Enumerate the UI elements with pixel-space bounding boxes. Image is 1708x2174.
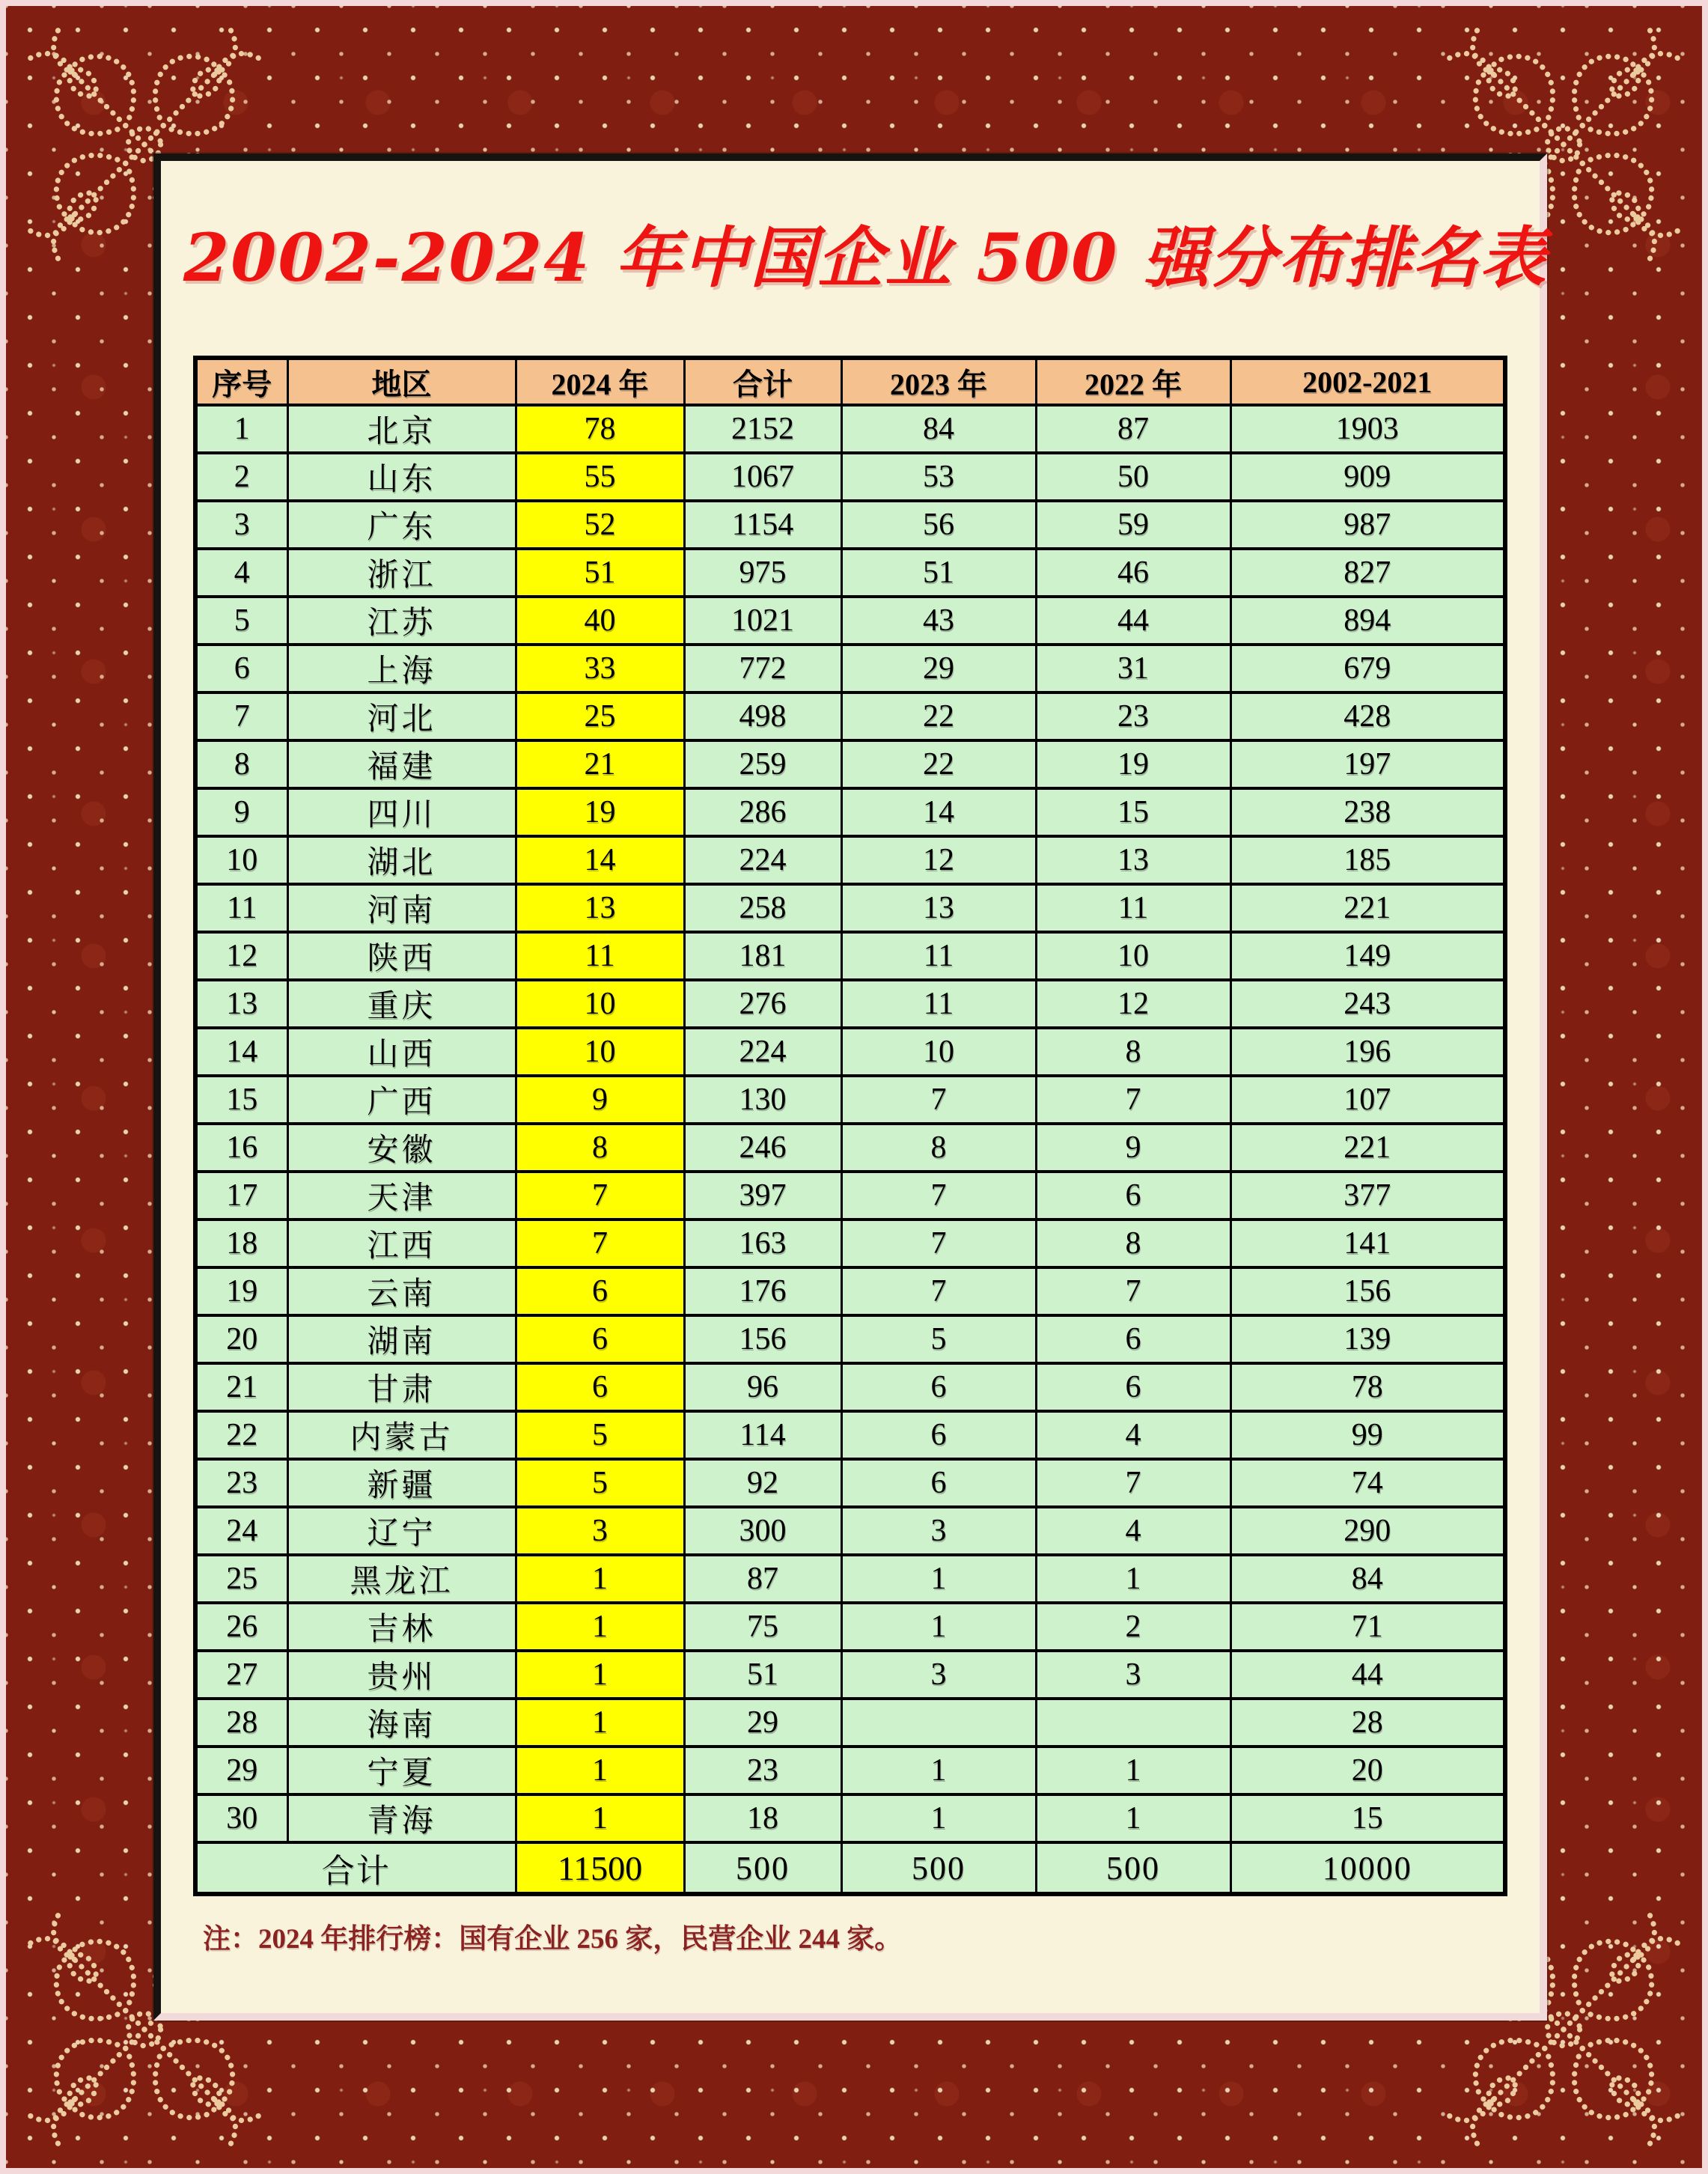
table-row (195, 1267, 1505, 1315)
region-cell: 湖北 (287, 836, 516, 884)
seq-cell: 12 (195, 932, 287, 980)
value-2002-2021-cell: 44 (1230, 1651, 1505, 1699)
table-row (195, 1459, 1505, 1507)
value-2023-cell: 6 (841, 1459, 1036, 1507)
column-header-2024: 2024 年 (516, 358, 684, 405)
value-2022-cell: 1 (1036, 1794, 1230, 1842)
value-2022-cell: 11 (1036, 884, 1230, 932)
table-row (195, 1603, 1505, 1651)
table-row (195, 1315, 1505, 1363)
value-2023-cell (841, 1699, 1036, 1747)
table-row (195, 1124, 1505, 1172)
value-2002-2021-cell: 74 (1230, 1459, 1505, 1507)
value-2024-cell: 14 (516, 836, 684, 884)
region-cell: 天津 (287, 1172, 516, 1220)
value-2024-cell: 21 (516, 740, 684, 788)
value-2002-2021-cell: 827 (1230, 549, 1505, 597)
value-2023-cell: 6 (841, 1411, 1036, 1459)
region-cell: 青海 (287, 1794, 516, 1842)
value-2023-cell: 1 (841, 1555, 1036, 1603)
value-2022-cell: 6 (1036, 1172, 1230, 1220)
value-2023-cell: 3 (841, 1651, 1036, 1699)
value-2022-cell: 7 (1036, 1459, 1230, 1507)
value-2022-cell: 87 (1036, 405, 1230, 453)
value-2024-cell: 40 (516, 597, 684, 645)
value-2022-cell: 6 (1036, 1315, 1230, 1363)
table-row (195, 692, 1505, 740)
value-2002-2021-cell: 987 (1230, 501, 1505, 549)
table-row (195, 836, 1505, 884)
footnote: 注：2024 年排行榜：国有企业 256 家，民营企业 244 家。 (203, 1924, 903, 1955)
header-row (195, 358, 1505, 405)
region-cell: 广西 (287, 1076, 516, 1124)
value-2024-cell: 1 (516, 1603, 684, 1651)
region-cell: 浙江 (287, 549, 516, 597)
value-total-cell: 300 (684, 1507, 841, 1555)
value-2024-cell: 1 (516, 1747, 684, 1794)
value-2022-cell: 6 (1036, 1363, 1230, 1411)
table-row (195, 1747, 1505, 1794)
value-total-cell: 163 (684, 1220, 841, 1267)
table-row (195, 1363, 1505, 1411)
seq-cell: 18 (195, 1220, 287, 1267)
value-2022-cell: 59 (1036, 501, 1230, 549)
seq-cell: 15 (195, 1076, 287, 1124)
value-2022-cell: 500 (1036, 1842, 1230, 1894)
column-header-seq: 序号 (195, 358, 287, 405)
value-2023-cell: 22 (841, 740, 1036, 788)
seq-cell: 17 (195, 1172, 287, 1220)
value-2024-cell: 5 (516, 1411, 684, 1459)
value-total-cell: 259 (684, 740, 841, 788)
value-2022-cell: 44 (1036, 597, 1230, 645)
value-2024-cell: 25 (516, 692, 684, 740)
region-cell: 福建 (287, 740, 516, 788)
value-2023-cell: 6 (841, 1363, 1036, 1411)
seq-cell: 14 (195, 1028, 287, 1076)
table-row (195, 597, 1505, 645)
value-2024-cell: 19 (516, 788, 684, 836)
value-total-cell: 23 (684, 1747, 841, 1794)
table-row (195, 1076, 1505, 1124)
value-2023-cell: 500 (841, 1842, 1036, 1894)
value-2024-cell: 10 (516, 1028, 684, 1076)
value-2002-2021-cell: 149 (1230, 932, 1505, 980)
region-cell: 内蒙古 (287, 1411, 516, 1459)
value-total-cell: 2152 (684, 405, 841, 453)
value-total-cell: 258 (684, 884, 841, 932)
value-total-cell: 75 (684, 1603, 841, 1651)
region-cell: 陕西 (287, 932, 516, 980)
value-2024-cell: 55 (516, 453, 684, 501)
seq-cell: 24 (195, 1507, 287, 1555)
value-2024-cell: 3 (516, 1507, 684, 1555)
value-2002-2021-cell: 139 (1230, 1315, 1505, 1363)
region-cell: 黑龙江 (287, 1555, 516, 1603)
column-header-2022: 2022 年 (1036, 358, 1230, 405)
value-2002-2021-cell: 221 (1230, 884, 1505, 932)
column-header-2023: 2023 年 (841, 358, 1036, 405)
value-2002-2021-cell: 141 (1230, 1220, 1505, 1267)
value-2023-cell: 7 (841, 1267, 1036, 1315)
seq-cell: 30 (195, 1794, 287, 1842)
value-total-cell: 500 (684, 1842, 841, 1894)
value-total-cell: 29 (684, 1699, 841, 1747)
seq-cell: 13 (195, 980, 287, 1028)
table-row (195, 740, 1505, 788)
value-2024-cell: 52 (516, 501, 684, 549)
value-total-cell: 498 (684, 692, 841, 740)
value-2002-2021-cell: 99 (1230, 1411, 1505, 1459)
value-2023-cell: 1 (841, 1603, 1036, 1651)
region-cell: 四川 (287, 788, 516, 836)
value-2024-cell: 1 (516, 1794, 684, 1842)
value-2024-cell: 7 (516, 1220, 684, 1267)
value-2022-cell: 7 (1036, 1076, 1230, 1124)
value-total-cell: 18 (684, 1794, 841, 1842)
table-row (195, 453, 1505, 501)
value-2024-cell: 1 (516, 1555, 684, 1603)
seq-cell: 20 (195, 1315, 287, 1363)
value-2023-cell: 22 (841, 692, 1036, 740)
seq-cell: 10 (195, 836, 287, 884)
region-cell: 湖南 (287, 1315, 516, 1363)
value-2023-cell: 10 (841, 1028, 1036, 1076)
value-2024-cell: 8 (516, 1124, 684, 1172)
value-2022-cell: 10 (1036, 932, 1230, 980)
total-label-cell: 合计 (195, 1842, 516, 1894)
table-row (195, 932, 1505, 980)
value-2022-cell: 1 (1036, 1555, 1230, 1603)
content-panel (153, 153, 1547, 2021)
seq-cell: 6 (195, 645, 287, 692)
region-cell: 宁夏 (287, 1747, 516, 1794)
value-total-cell: 397 (684, 1172, 841, 1220)
table-row (195, 405, 1505, 453)
region-cell: 山西 (287, 1028, 516, 1076)
seq-cell: 4 (195, 549, 287, 597)
value-2002-2021-cell: 197 (1230, 740, 1505, 788)
value-2023-cell: 84 (841, 405, 1036, 453)
value-2024-cell: 6 (516, 1315, 684, 1363)
value-2022-cell: 46 (1036, 549, 1230, 597)
seq-cell: 21 (195, 1363, 287, 1411)
value-2022-cell: 3 (1036, 1651, 1230, 1699)
table-row (195, 1028, 1505, 1076)
value-2002-2021-cell: 894 (1230, 597, 1505, 645)
seq-cell: 25 (195, 1555, 287, 1603)
table-row (195, 549, 1505, 597)
value-2024-cell: 11500 (516, 1842, 684, 1894)
value-2022-cell: 8 (1036, 1028, 1230, 1076)
value-2023-cell: 53 (841, 453, 1036, 501)
value-total-cell: 286 (684, 788, 841, 836)
value-2002-2021-cell: 290 (1230, 1507, 1505, 1555)
seq-cell: 2 (195, 453, 287, 501)
value-2023-cell: 7 (841, 1076, 1036, 1124)
value-2024-cell: 13 (516, 884, 684, 932)
region-cell: 辽宁 (287, 1507, 516, 1555)
region-cell: 江西 (287, 1220, 516, 1267)
page-title: 2002-2024 年中国企业 500 强分布排名表 (183, 219, 1547, 296)
value-2023-cell: 14 (841, 788, 1036, 836)
seq-cell: 22 (195, 1411, 287, 1459)
value-2022-cell: 31 (1036, 645, 1230, 692)
value-2002-2021-cell: 28 (1230, 1699, 1505, 1747)
value-2022-cell: 12 (1036, 980, 1230, 1028)
value-2023-cell: 11 (841, 932, 1036, 980)
value-2002-2021-cell: 84 (1230, 1555, 1505, 1603)
value-2002-2021-cell: 377 (1230, 1172, 1505, 1220)
value-total-cell: 96 (684, 1363, 841, 1411)
total-row (195, 1842, 1505, 1894)
value-total-cell: 176 (684, 1267, 841, 1315)
region-cell: 贵州 (287, 1651, 516, 1699)
value-2022-cell: 4 (1036, 1507, 1230, 1555)
region-cell: 北京 (287, 405, 516, 453)
value-2002-2021-cell: 221 (1230, 1124, 1505, 1172)
value-2002-2021-cell: 20 (1230, 1747, 1505, 1794)
table-row (195, 1555, 1505, 1603)
table-row (195, 1794, 1505, 1842)
value-2002-2021-cell: 428 (1230, 692, 1505, 740)
value-2022-cell: 2 (1036, 1603, 1230, 1651)
table-row (195, 501, 1505, 549)
region-cell: 广东 (287, 501, 516, 549)
seq-cell: 11 (195, 884, 287, 932)
seq-cell: 5 (195, 597, 287, 645)
value-2022-cell: 23 (1036, 692, 1230, 740)
value-total-cell: 276 (684, 980, 841, 1028)
value-2002-2021-cell: 679 (1230, 645, 1505, 692)
value-total-cell: 156 (684, 1315, 841, 1363)
value-2002-2021-cell: 107 (1230, 1076, 1505, 1124)
table-row (195, 645, 1505, 692)
value-total-cell: 1021 (684, 597, 841, 645)
seq-cell: 26 (195, 1603, 287, 1651)
value-total-cell: 114 (684, 1411, 841, 1459)
region-cell: 河南 (287, 884, 516, 932)
region-cell: 新疆 (287, 1459, 516, 1507)
value-total-cell: 1067 (684, 453, 841, 501)
region-cell: 海南 (287, 1699, 516, 1747)
region-cell: 山东 (287, 453, 516, 501)
table-row (195, 980, 1505, 1028)
value-2023-cell: 29 (841, 645, 1036, 692)
value-2023-cell: 5 (841, 1315, 1036, 1363)
value-2023-cell: 1 (841, 1747, 1036, 1794)
value-2024-cell: 9 (516, 1076, 684, 1124)
region-cell: 吉林 (287, 1603, 516, 1651)
value-2022-cell (1036, 1699, 1230, 1747)
region-cell: 河北 (287, 692, 516, 740)
seq-cell: 1 (195, 405, 287, 453)
value-2022-cell: 4 (1036, 1411, 1230, 1459)
value-2024-cell: 5 (516, 1459, 684, 1507)
value-2002-2021-cell: 196 (1230, 1028, 1505, 1076)
value-total-cell: 1154 (684, 501, 841, 549)
table-row (195, 1220, 1505, 1267)
value-total-cell: 772 (684, 645, 841, 692)
value-2023-cell: 51 (841, 549, 1036, 597)
value-2022-cell: 1 (1036, 1747, 1230, 1794)
seq-cell: 29 (195, 1747, 287, 1794)
region-cell: 江苏 (287, 597, 516, 645)
table-row (195, 1507, 1505, 1555)
table-row (195, 788, 1505, 836)
seq-cell: 27 (195, 1651, 287, 1699)
value-2002-2021-cell: 238 (1230, 788, 1505, 836)
seq-cell: 28 (195, 1699, 287, 1747)
seq-cell: 7 (195, 692, 287, 740)
value-2023-cell: 7 (841, 1220, 1036, 1267)
value-2022-cell: 15 (1036, 788, 1230, 836)
value-2002-2021-cell: 78 (1230, 1363, 1505, 1411)
value-2024-cell: 11 (516, 932, 684, 980)
value-2002-2021-cell: 15 (1230, 1794, 1505, 1842)
table-row (195, 1699, 1505, 1747)
value-2002-2021-cell: 156 (1230, 1267, 1505, 1315)
value-2023-cell: 13 (841, 884, 1036, 932)
table-row (195, 1651, 1505, 1699)
value-2023-cell: 56 (841, 501, 1036, 549)
value-total-cell: 87 (684, 1555, 841, 1603)
value-total-cell: 224 (684, 836, 841, 884)
value-2024-cell: 1 (516, 1651, 684, 1699)
ranking-table (193, 356, 1507, 1896)
value-2002-2021-cell: 10000 (1230, 1842, 1505, 1894)
value-2024-cell: 6 (516, 1267, 684, 1315)
value-2023-cell: 7 (841, 1172, 1036, 1220)
seq-cell: 3 (195, 501, 287, 549)
seq-cell: 16 (195, 1124, 287, 1172)
seq-cell: 19 (195, 1267, 287, 1315)
region-cell: 云南 (287, 1267, 516, 1315)
value-2002-2021-cell: 71 (1230, 1603, 1505, 1651)
value-2022-cell: 9 (1036, 1124, 1230, 1172)
region-cell: 甘肃 (287, 1363, 516, 1411)
value-2024-cell: 78 (516, 405, 684, 453)
region-cell: 重庆 (287, 980, 516, 1028)
value-total-cell: 224 (684, 1028, 841, 1076)
column-header-total: 合计 (684, 358, 841, 405)
value-2023-cell: 43 (841, 597, 1036, 645)
region-cell: 上海 (287, 645, 516, 692)
value-total-cell: 92 (684, 1459, 841, 1507)
region-cell: 安徽 (287, 1124, 516, 1172)
value-2022-cell: 7 (1036, 1267, 1230, 1315)
column-header-region: 地区 (287, 358, 516, 405)
value-2022-cell: 50 (1036, 453, 1230, 501)
table-row (195, 1411, 1505, 1459)
value-total-cell: 246 (684, 1124, 841, 1172)
seq-cell: 9 (195, 788, 287, 836)
value-total-cell: 130 (684, 1076, 841, 1124)
value-2022-cell: 19 (1036, 740, 1230, 788)
value-2023-cell: 8 (841, 1124, 1036, 1172)
value-2002-2021-cell: 185 (1230, 836, 1505, 884)
value-2024-cell: 6 (516, 1363, 684, 1411)
value-2024-cell: 33 (516, 645, 684, 692)
value-2023-cell: 3 (841, 1507, 1036, 1555)
table-row (195, 884, 1505, 932)
value-total-cell: 51 (684, 1651, 841, 1699)
value-2024-cell: 7 (516, 1172, 684, 1220)
table-body (195, 405, 1505, 1894)
seq-cell: 8 (195, 740, 287, 788)
value-2024-cell: 1 (516, 1699, 684, 1747)
value-2023-cell: 12 (841, 836, 1036, 884)
value-2024-cell: 51 (516, 549, 684, 597)
value-2002-2021-cell: 909 (1230, 453, 1505, 501)
column-header-2002-2021: 2002-2021 (1230, 358, 1505, 405)
value-2023-cell: 1 (841, 1794, 1036, 1842)
value-2002-2021-cell: 1903 (1230, 405, 1505, 453)
value-total-cell: 181 (684, 932, 841, 980)
value-total-cell: 975 (684, 549, 841, 597)
table-row (195, 1172, 1505, 1220)
seq-cell: 23 (195, 1459, 287, 1507)
value-2002-2021-cell: 243 (1230, 980, 1505, 1028)
value-2022-cell: 13 (1036, 836, 1230, 884)
value-2023-cell: 11 (841, 980, 1036, 1028)
value-2022-cell: 8 (1036, 1220, 1230, 1267)
value-2024-cell: 10 (516, 980, 684, 1028)
